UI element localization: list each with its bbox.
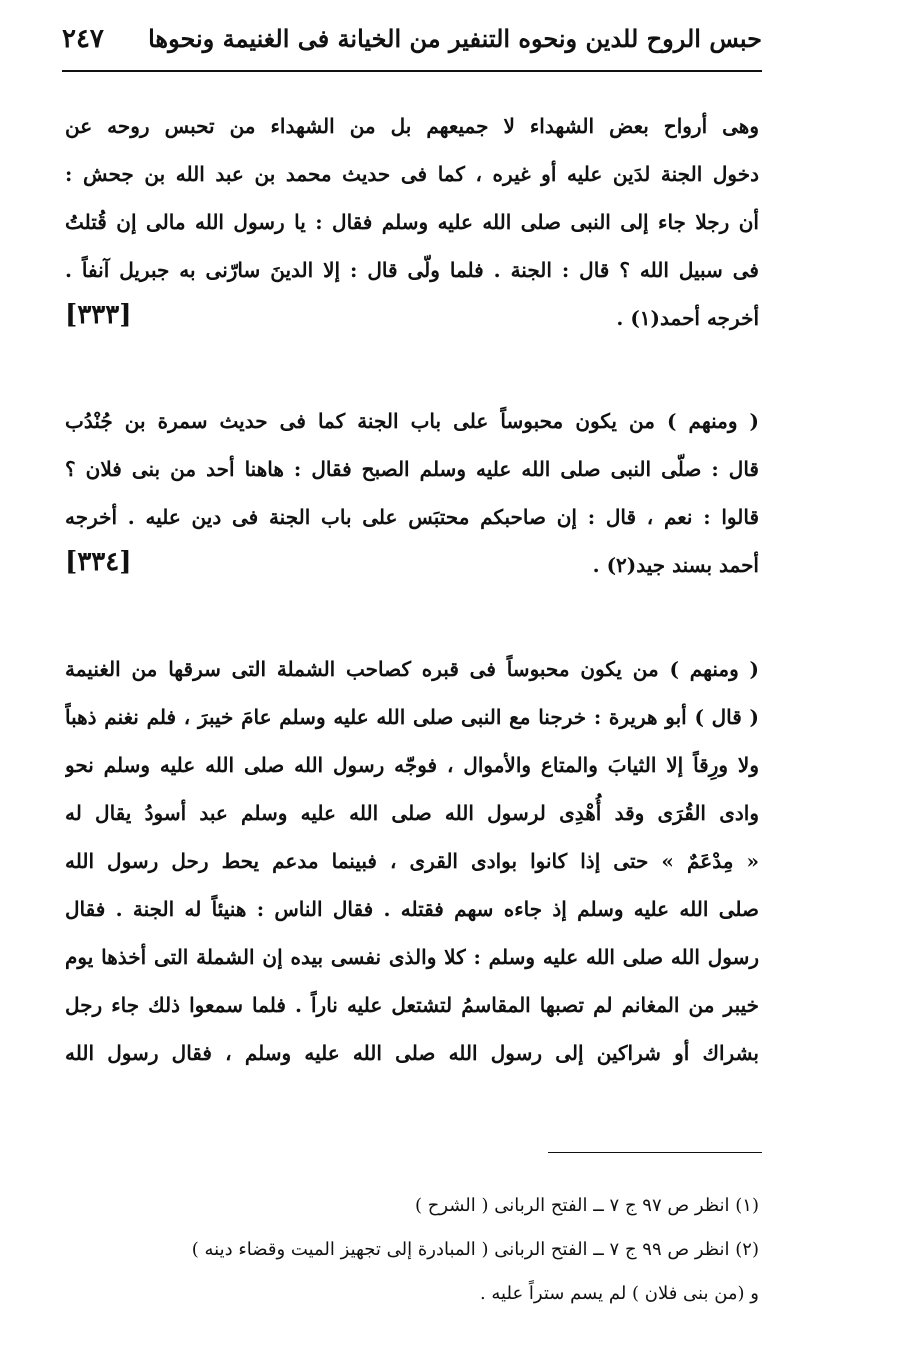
- text-line: أحمد بسند جيد(٢) .: [592, 553, 759, 577]
- paragraph-1: [65, 102, 759, 342]
- paragraph-3: [65, 645, 759, 1077]
- text-line: ( ومنهم ) من يكون محبوساً فى قبره كصاحب الشملة التى سرقها من الغنيمة: [65, 657, 759, 681]
- hadith-number: [٣٣٣]: [65, 300, 132, 330]
- footnote-1: (١) انظر ص ٩٧ ج ٧ ــ الفتح الربانى ( الشرح ): [414, 1195, 759, 1216]
- text-line: أخرجه أحمد(١) .: [616, 306, 759, 330]
- hadith-number: [٣٣٤]: [65, 547, 132, 577]
- text-line: فى سبيل الله ؟ قال : الجنة . فلما ولّى قال : إلا الدينَ سارّنى به جبريل آنفاً .: [65, 258, 759, 282]
- text-line: وهى أرواح بعض الشهداء لا جميعهم بل من الشهداء من تحبس روحه عن: [65, 114, 759, 138]
- text-line: « مِدْعَمٌ » حتى إذا كانوا بوادى القرى ، فبينما مدعم يحط رحل رسول الله: [65, 849, 759, 873]
- text-line: صلى الله عليه وسلم إذ جاءه سهم فقتله . فقال الناس : هنيئاً له الجنة . فقال: [65, 897, 759, 921]
- text-line: ( قال ) أبو هريرة : خرجنا مع النبى صلى الله عليه وسلم عامَ خيبرَ ، فلم نغنم ذهباً: [65, 705, 759, 729]
- footnote-rule: [548, 1152, 762, 1153]
- text-line: أن رجلا جاء إلى النبى صلى الله عليه وسلم فقال : يا رسول الله مالى إن قُتلتُ: [65, 210, 759, 234]
- text-line: رسول الله صلى الله عليه وسلم : كلا والذى نفسى بيده إن الشملة التى أخذها يوم: [65, 945, 759, 969]
- text-line: وادى القُرَى وقد أُهْدِى لرسول الله صلى الله عليه وسلم عبد أسودُ يقال له: [65, 801, 759, 825]
- text-line: قالوا : نعم ، قال : إن صاحبكم محتبَس على باب الجنة فى دين عليه . أخرجه: [65, 505, 759, 529]
- running-header: [62, 10, 762, 70]
- text-line: قال : صلّى النبى صلى الله عليه وسلم الصبح فقال : هاهنا أحد من بنى فلان ؟: [65, 457, 759, 481]
- text-line: بشراك أو شراكين إلى رسول الله صلى الله عليه وسلم ، فقال رسول الله: [65, 1041, 759, 1065]
- paragraph-2: [65, 397, 759, 589]
- footnote-2-continuation: و (من بنى فلان ) لم يسم ستراً عليه .: [479, 1283, 759, 1304]
- text-line: دخول الجنة لدَين عليه أو غيره ، كما فى حديث محمد بن عبد الله بن جحش :: [65, 162, 759, 186]
- text-line: خيبر من المغانم لم تصبها المقاسمُ لتشتعل عليه ناراً . فلما سمعوا ذلك جاء رجل: [65, 993, 759, 1017]
- text-line: ( ومنهم ) من يكون محبوساً على باب الجنة كما فى حديث سمرة بن جُنْدُب: [65, 409, 759, 433]
- running-title: حبس الروح للدين ونحوه التنفير من الخيانة فى الغنيمة ونحوها: [148, 24, 762, 53]
- header-rule: [62, 70, 762, 72]
- text-line: ولا ورِقاً إلا الثيابَ والمتاع والأموال ، فوجّه رسول الله صلى الله عليه وسلم نحو: [65, 753, 759, 777]
- footnote-2: (٢) انظر ص ٩٩ ج ٧ ــ الفتح الربانى ( المبادرة إلى تجهيز الميت وقضاء دينه ): [191, 1239, 759, 1260]
- page-number: ٢٤٧: [62, 24, 104, 54]
